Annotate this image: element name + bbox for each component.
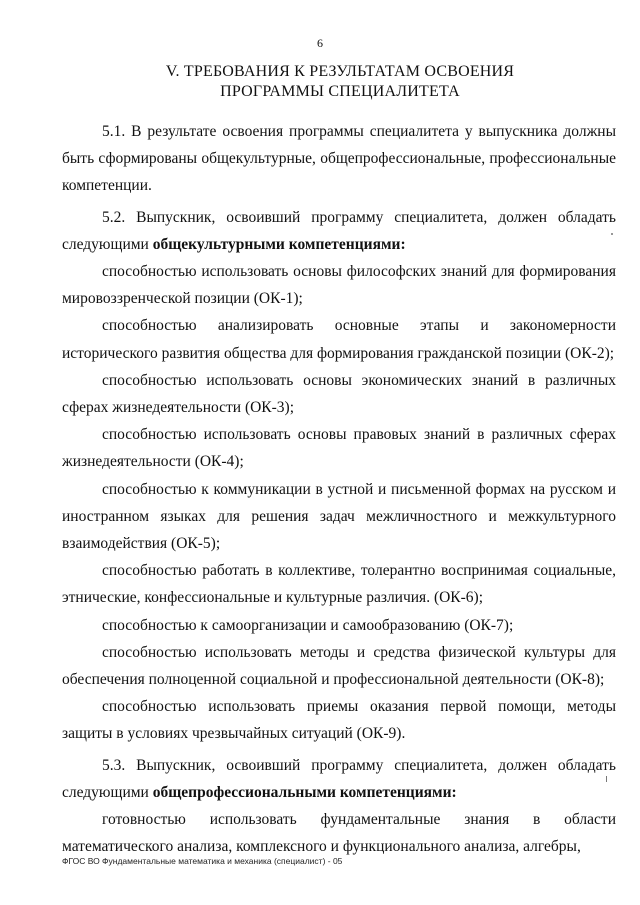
competence-ok-8: способностью использовать методы и средства физической культуры для обеспечения полноценной социальной и профессиональной деятельности (ОК-8); [62, 643, 616, 689]
competence-ok-6: способностью работать в коллективе, толерантно воспринимая социальные, этнические, конфессиональные и культурные различия. (ОК-6); [62, 562, 616, 607]
paragraph-5-2-bold: общекультурными компетенциями: [152, 235, 406, 253]
paragraph-5-2 [62, 204, 616, 258]
scan-speck [606, 776, 607, 782]
competence-ok-5: способностью к коммуникации в устной и письменной формах на русском и иностранном языках для решения задач межличностного и межкультурного взаимодействия (ОК-5); [62, 480, 616, 553]
scan-speck [611, 233, 613, 235]
paragraph-5-2-text: 5.2. Выпускник, освоивший программу специалитета, должен обладать следующими [62, 208, 616, 253]
page-footer: ФГОС ВО Фундаментальные математика и механика (специалист) - 05 [62, 856, 343, 866]
body-text [62, 118, 616, 860]
competence-opk-1: готовностью использовать фундаментальные знания в области математического анализа, комплексного и функционального анализа, алгебры, [62, 811, 616, 856]
competence-ok-9: способностью использовать приемы оказания первой помощи, методы защиты в условиях чрезвычайных ситуаций (ОК-9). [62, 698, 616, 743]
section-heading-line-2: ПРОГРАММЫ СПЕЦИАЛИТЕТА [220, 83, 460, 100]
page-number: 6 [317, 36, 323, 50]
competence-ok-2: способностью анализировать основные этапы и закономерности исторического развития общества для формирования гражданской позиции (ОК-2); [62, 317, 616, 362]
paragraph-5-1: 5.1. В результате освоения программы специалитета у выпускника должны быть сформированы общекультурные, общепрофессиональные, профессиональные компетенции. [62, 123, 616, 195]
paragraph-5-3 [62, 752, 616, 806]
competence-ok-4: способностью использовать основы правовых знаний в различных сферах жизнедеятельности (ОК-4); [62, 426, 616, 471]
paragraph-5-3-bold: общепрофессиональными компетенциями: [152, 783, 457, 801]
paragraph-5-3-text: 5.3. Выпускник, освоивший программу специалитета, должен обладать следующими [62, 756, 616, 801]
competence-ok-1: способностью использовать основы философских знаний для формирования мировоззренческой позиции (ОК-1); [62, 263, 616, 308]
section-heading-line-1: V. ТРЕБОВАНИЯ К РЕЗУЛЬТАТАМ ОСВОЕНИЯ [165, 63, 515, 80]
competence-ok-7: способностью к самоорганизации и самообразованию (ОК-7); [102, 616, 514, 634]
competence-ok-3: способностью использовать основы экономических знаний в различных сферах жизнедеятельности (ОК-3); [62, 371, 616, 417]
section-heading [40, 62, 640, 102]
